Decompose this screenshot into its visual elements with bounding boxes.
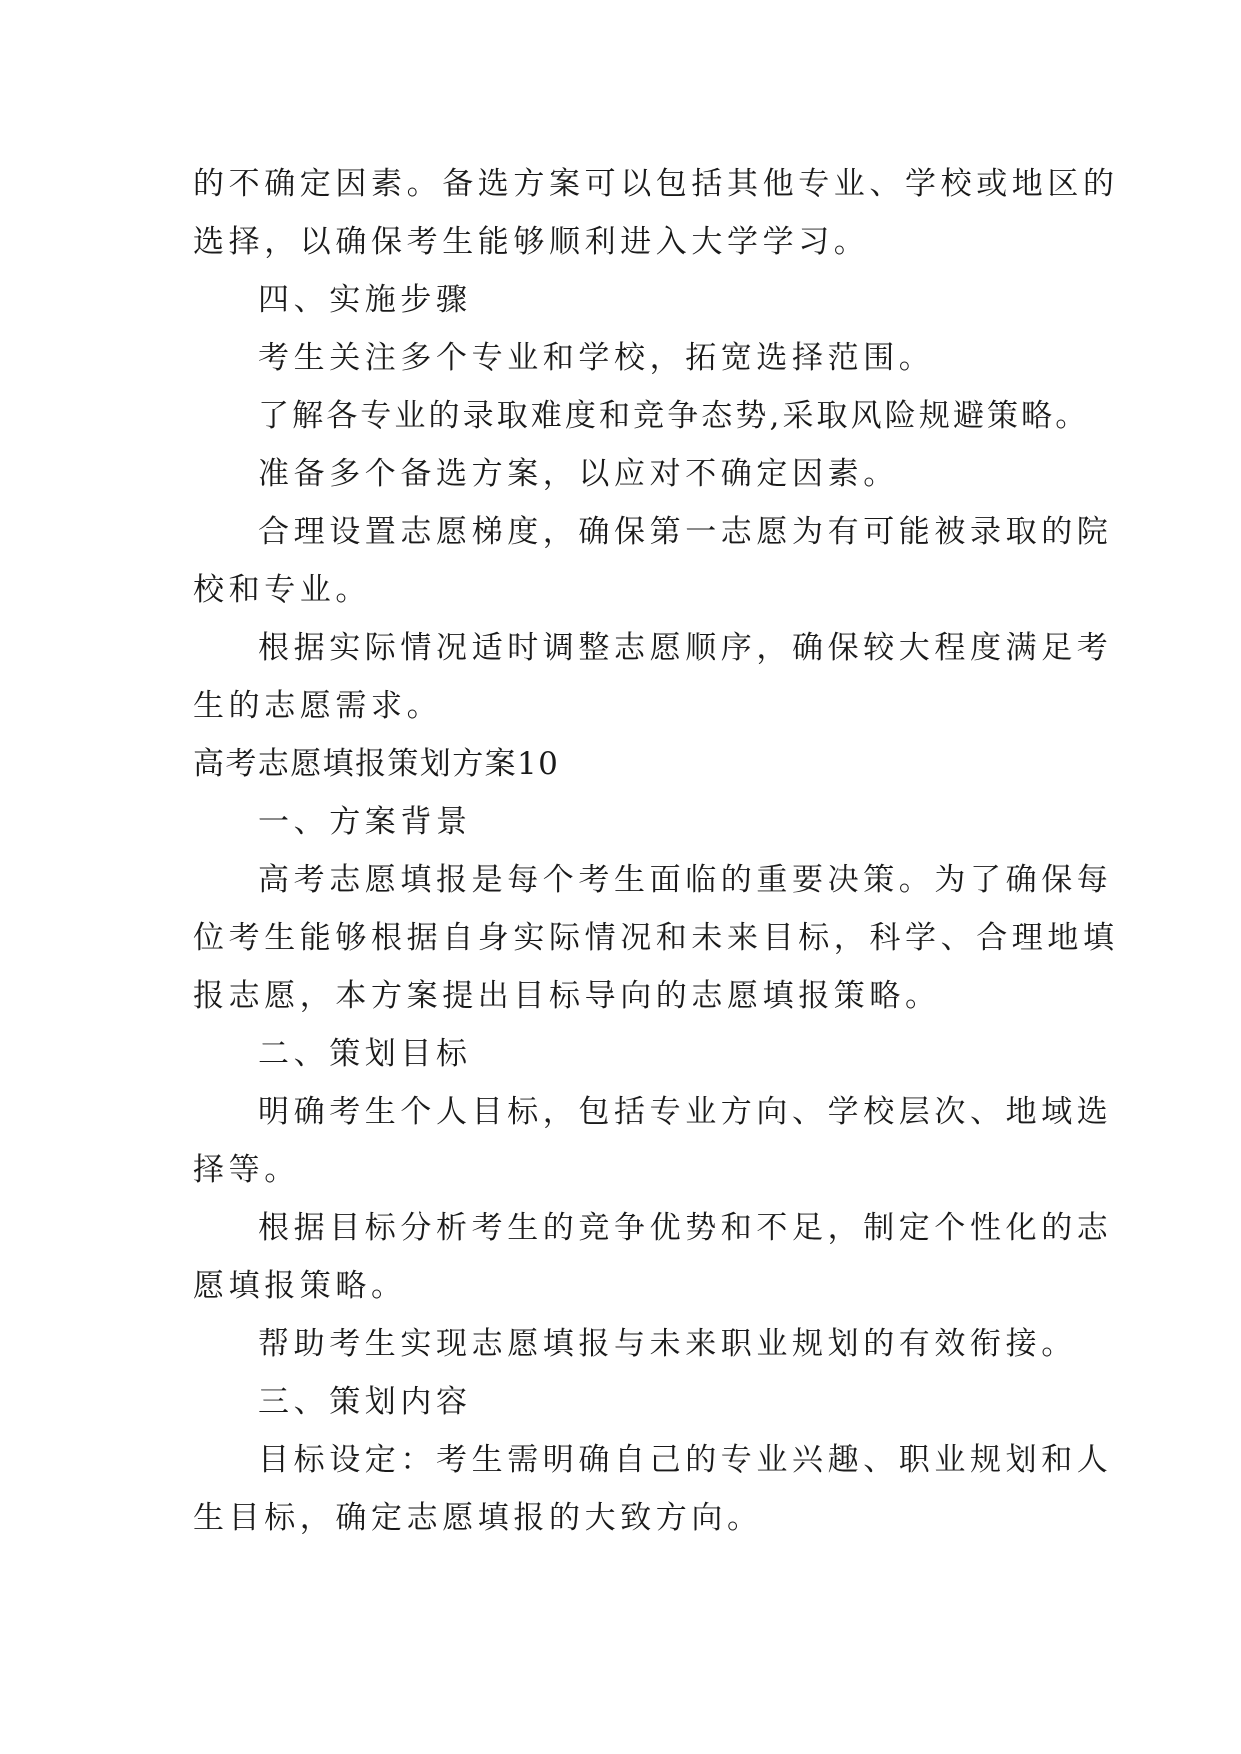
list-item: 合理设置志愿梯度，确保第一志愿为有可能被录取的院 [258,514,1113,550]
list-item: 考生关注多个专业和学校，拓宽选择范围。 [258,340,935,376]
section-heading: 一、方案背景 [258,804,472,840]
body-text-line: 愿填报策略。 [193,1268,407,1304]
body-text-line: 的不确定因素。备选方案可以包括其他专业、学校或地区的 [193,166,1119,202]
list-item: 明确考生个人目标，包括专业方向、学校层次、地域选 [258,1094,1113,1130]
body-text-line: 校和专业。 [193,572,371,608]
body-text-line: 择等。 [193,1152,300,1188]
body-text-line: 选择，以确保考生能够顺利进入大学学习。 [193,224,870,260]
section-heading: 四、实施步骤 [258,282,472,318]
body-text-line: 报志愿，本方案提出目标导向的志愿填报策略。 [193,978,941,1014]
body-text-line: 高考志愿填报是每个考生面临的重要决策。为了确保每 [258,862,1113,898]
document-title: 高考志愿填报策划方案10 [193,746,560,782]
list-item: 目标设定：考生需明确自己的专业兴趣、职业规划和人 [258,1442,1113,1478]
list-item: 根据实际情况适时调整志愿顺序，确保较大程度满足考 [258,630,1113,666]
list-item: 帮助考生实现志愿填报与未来职业规划的有效衔接。 [258,1326,1077,1362]
body-text-line: 生目标，确定志愿填报的大致方向。 [193,1500,763,1536]
list-item: 了解各专业的录取难度和竞争态势,采取风险规避策略。 [258,398,1090,434]
section-heading: 三、策划内容 [258,1384,472,1420]
list-item: 准备多个备选方案，以应对不确定因素。 [258,456,899,492]
body-text-line: 生的志愿需求。 [193,688,443,724]
list-item: 根据目标分析考生的竞争优势和不足，制定个性化的志 [258,1210,1113,1246]
section-heading: 二、策划目标 [258,1036,472,1072]
body-text-line: 位考生能够根据自身实际情况和未来目标，科学、合理地填 [193,920,1119,956]
